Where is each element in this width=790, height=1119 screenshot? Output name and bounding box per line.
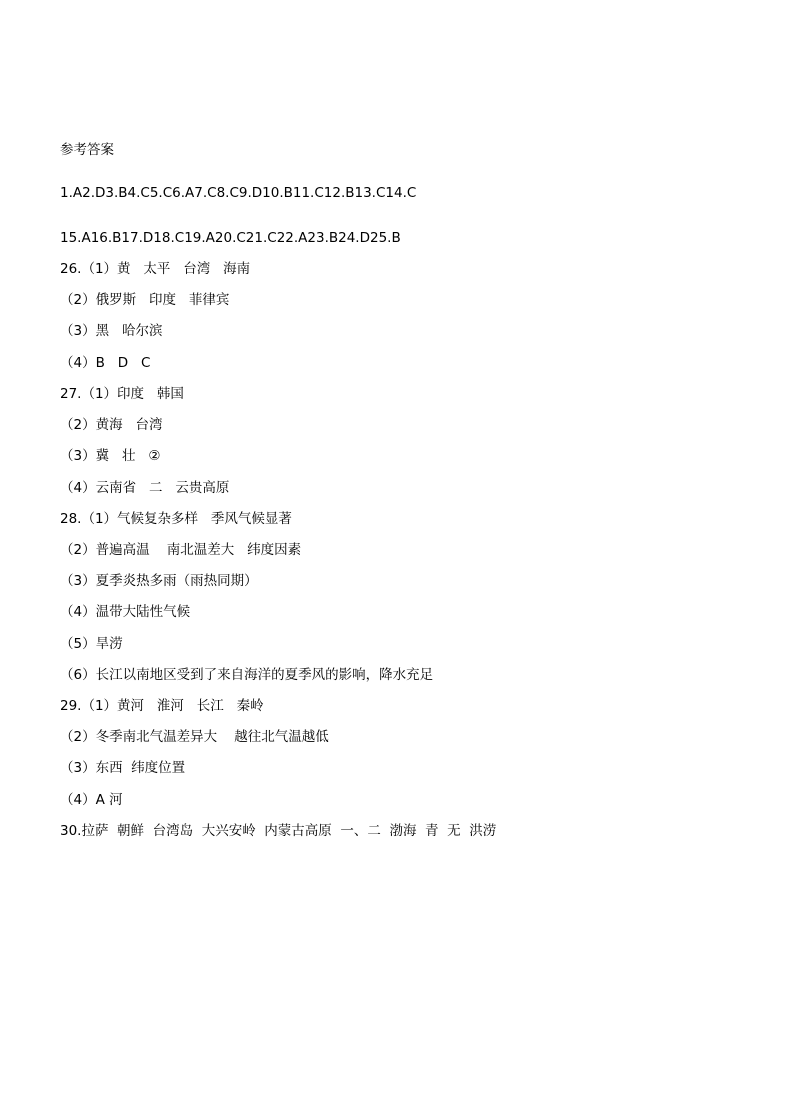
page-title: 参考答案 [60, 142, 114, 158]
mc-answers-line-1: 1.A2.D3.B4.C5.C6.A7.C8.C9.D10.B11.C12.B13.C14.C [60, 185, 417, 201]
q29-part-3: （3）东西 纬度位置 [60, 760, 186, 776]
q27-part-4: （4）云南省 二 云贵高原 [60, 480, 230, 496]
q28-part-5: （5）旱涝 [60, 636, 123, 652]
q27-part-1: 27.（1）印度 韩国 [60, 386, 184, 402]
q30-answers: 30.拉萨 朝鲜 台湾岛 大兴安岭 内蒙古高原 一、二 渤海 青 无 洪涝 [60, 823, 497, 839]
q28-part-4: （4）温带大陆性气候 [60, 604, 191, 620]
q28-part-3: （3）夏季炎热多雨（雨热同期） [60, 573, 258, 589]
q26-part-1: 26.（1）黄 太平 台湾 海南 [60, 261, 251, 277]
q29-part-4: （4）A 河 [60, 792, 123, 808]
mc-answers-line-2: 15.A16.B17.D18.C19.A20.C21.C22.A23.B24.D25.B [60, 230, 401, 246]
q29-part-2: （2）冬季南北气温差异大 越往北气温越低 [60, 729, 329, 745]
q28-part-6: （6）长江以南地区受到了来自海洋的夏季风的影响，降水充足 [60, 667, 434, 683]
q26-part-3: （3）黑 哈尔滨 [60, 323, 163, 339]
q27-part-3: （3）冀 壮 ② [60, 448, 161, 464]
q26-part-4: （4）B D C [60, 355, 151, 371]
q28-part-1: 28.（1）气候复杂多样 季风气候显著 [60, 511, 292, 527]
q26-part-2: （2）俄罗斯 印度 菲律宾 [60, 292, 230, 308]
q29-part-1: 29.（1）黄河 淮河 长江 秦岭 [60, 698, 264, 714]
q28-part-2: （2）普遍高温 南北温差大 纬度因素 [60, 542, 302, 558]
q27-part-2: （2）黄海 台湾 [60, 417, 163, 433]
